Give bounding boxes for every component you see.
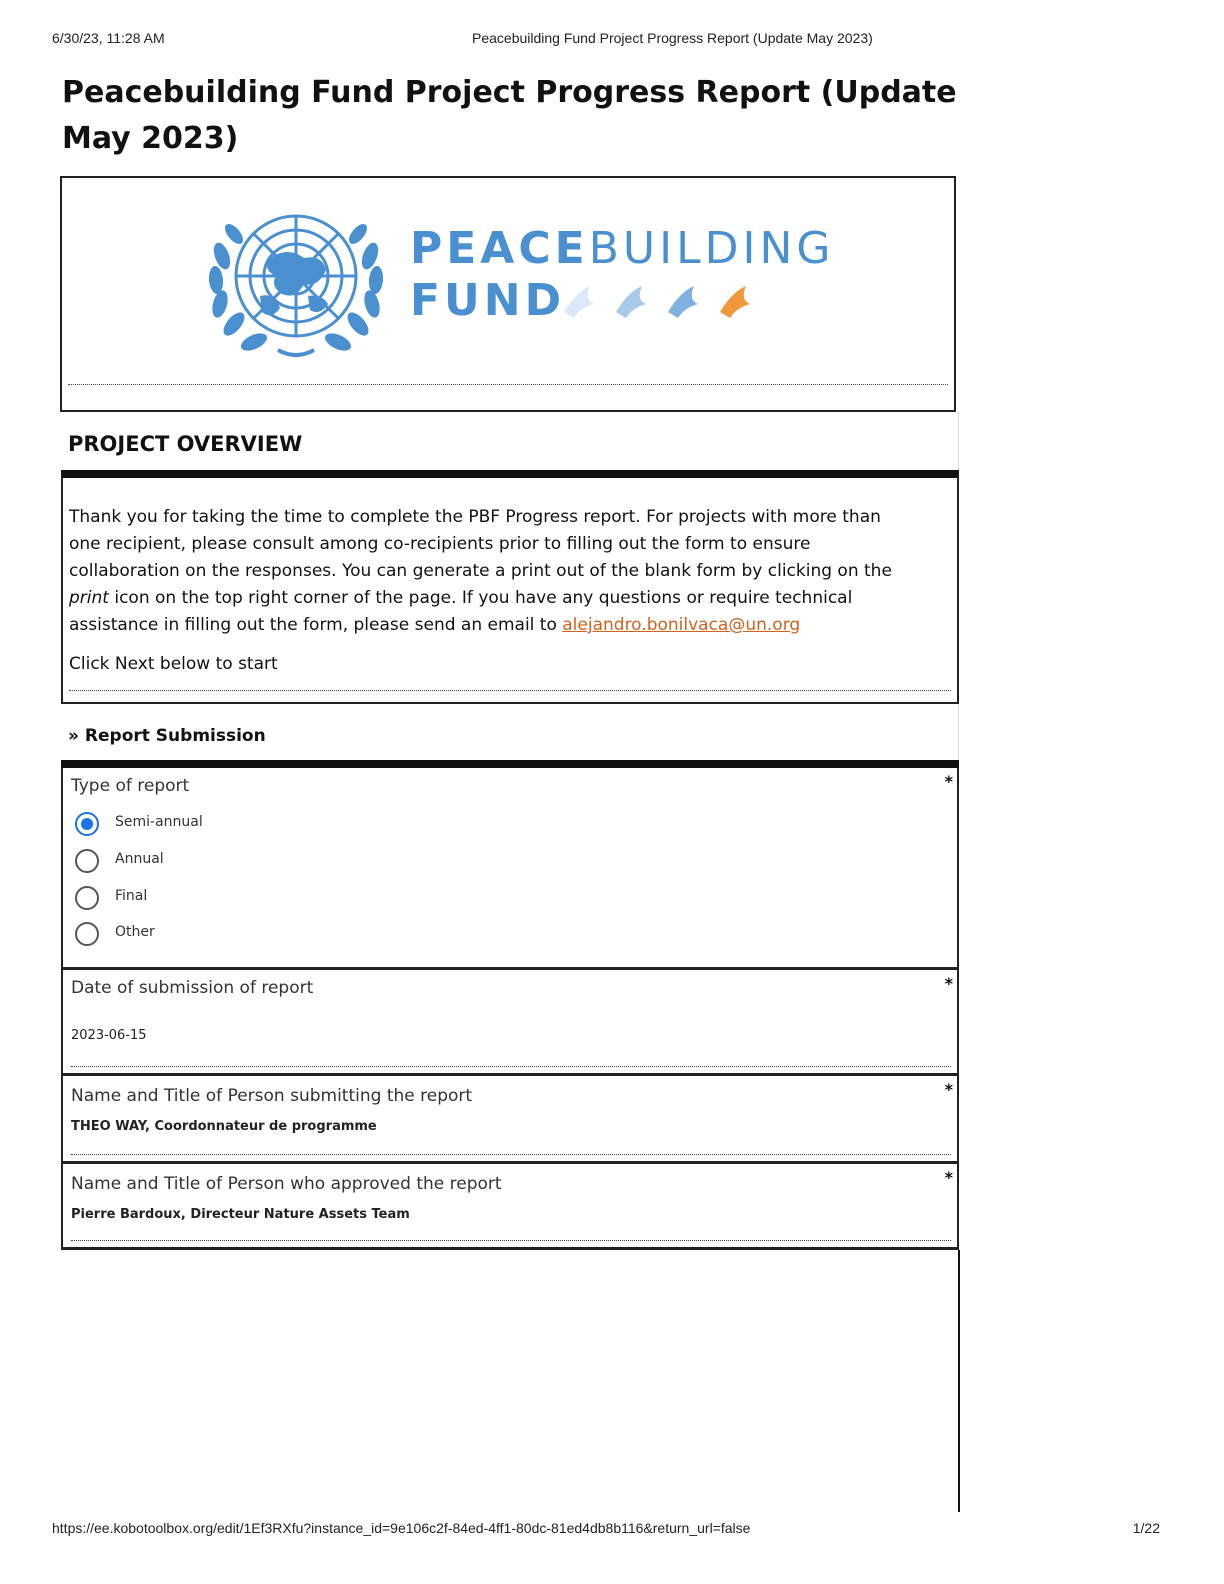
print-page-title: Peacebuilding Fund Project Progress Report (Update May 2023) <box>472 30 873 46</box>
overview-text-part2: icon on the top right corner of the page. If you have any questions or require technical assistance in filling out the form, please send an email to <box>69 588 853 635</box>
submitter-input-value[interactable]: THEO WAY, Coordonnateur de programme <box>71 1119 377 1134</box>
question-label: Date of submission of report <box>71 978 314 998</box>
page-number: 1/22 <box>1132 1520 1160 1536</box>
peacebuilding-fund-wordmark <box>410 224 840 334</box>
question-label: Name and Title of Person who approved the report <box>71 1174 502 1194</box>
input-underline <box>71 1240 951 1241</box>
required-marker: * <box>944 974 953 993</box>
overview-note <box>61 470 959 704</box>
un-emblem-icon <box>200 196 392 364</box>
print-url: https://ee.kobotoolbox.org/edit/1Ef3RXfu?instance_id=9e106c2f-84ed-4ff1-80dc-81ed4db8b116&return_url=false <box>52 1520 751 1536</box>
radio-button[interactable] <box>75 922 99 946</box>
question-approver <box>61 1164 959 1250</box>
approver-input-value[interactable]: Pierre Bardoux, Directeur Nature Assets Team <box>71 1207 410 1222</box>
logo-panel <box>60 176 956 412</box>
required-marker: * <box>944 772 953 791</box>
page-right-rule-dark <box>958 1250 960 1512</box>
input-underline <box>71 1066 951 1067</box>
radio-button[interactable] <box>75 886 99 910</box>
overview-text-print: print <box>69 588 109 608</box>
required-marker: * <box>944 1080 953 1099</box>
wordmark-building: BUILDING <box>588 223 835 274</box>
radio-button[interactable] <box>75 849 99 873</box>
question-label: Name and Title of Person submitting the report <box>71 1086 473 1106</box>
print-datetime: 6/30/23, 11:28 AM <box>52 30 165 46</box>
overview-text-part1: Thank you for taking the time to complete the PBF Progress report. For projects with more than one recipient, please consult among co-recipients prior to filling out the form to ensure collaboration on the responses. You can generate a print out of the blank form by clicking on the <box>69 507 892 581</box>
overview-start-text: Click Next below to start <box>69 654 278 674</box>
logo-divider <box>68 384 948 385</box>
group-header-bar <box>61 760 959 768</box>
radio-option-label: Semi-annual <box>115 814 203 830</box>
question-type-of-report <box>61 768 959 970</box>
radio-option-label: Final <box>115 888 148 904</box>
group-title-report-submission: » Report Submission <box>68 726 266 746</box>
section-title-project-overview: PROJECT OVERVIEW <box>68 432 303 456</box>
form-title: Peacebuilding Fund Project Progress Report (Update May 2023) <box>62 75 957 156</box>
input-underline <box>71 1154 951 1155</box>
question-date-of-submission <box>61 970 959 1076</box>
date-input-value[interactable]: 2023-06-15 <box>71 1028 147 1043</box>
question-submitter <box>61 1076 959 1164</box>
dove-birds-icon <box>560 282 760 322</box>
print-header <box>52 30 1172 50</box>
radio-button-selected[interactable] <box>75 812 99 836</box>
overview-paragraph <box>69 504 909 639</box>
wordmark-fund: FUND <box>410 275 566 326</box>
required-marker: * <box>944 1168 953 1187</box>
contact-email-link[interactable]: alejandro.bonilvaca@un.org <box>562 615 801 635</box>
wordmark-peace: PEACE <box>410 223 589 274</box>
overview-divider <box>69 690 951 691</box>
radio-option-label: Annual <box>115 851 164 867</box>
print-footer <box>52 1520 1172 1540</box>
question-label: Type of report <box>71 776 190 796</box>
radio-option-label: Other <box>115 924 155 940</box>
